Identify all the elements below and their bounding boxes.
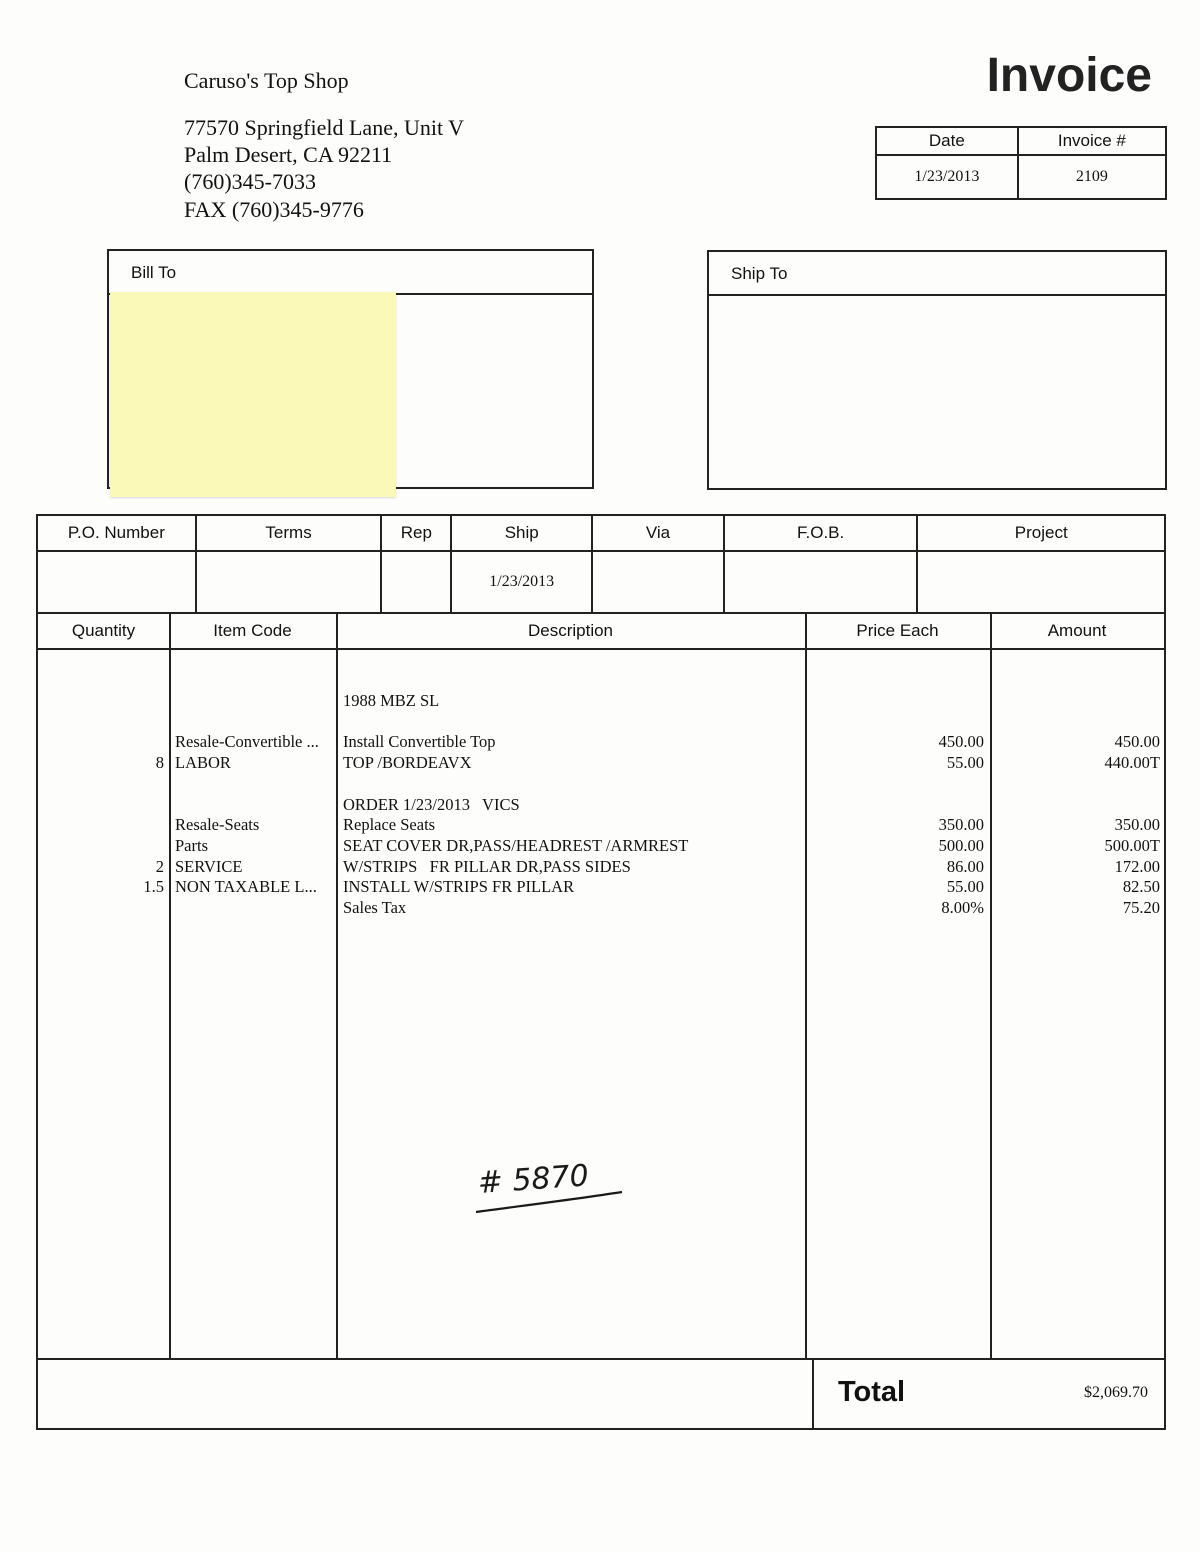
item-code: Resale-Seats bbox=[175, 815, 260, 835]
item-description: Sales Tax bbox=[343, 898, 407, 917]
invoice-meta-table bbox=[875, 126, 1167, 200]
item-description: W/STRIPS FR PILLAR DR,PASS SIDES bbox=[343, 856, 631, 876]
quantity-header: Quantity bbox=[71, 621, 136, 640]
rep-header: Rep bbox=[381, 515, 451, 551]
column-divider bbox=[336, 614, 338, 1358]
sticky-note-redaction bbox=[110, 292, 396, 497]
company-address-line2: Palm Desert, CA 92211 bbox=[184, 142, 393, 167]
date-header: Date bbox=[876, 127, 1018, 155]
item-amount: 440.00T bbox=[1104, 753, 1160, 773]
item-quantity: 2 bbox=[155, 856, 164, 876]
ship-to-label: Ship To bbox=[709, 252, 1165, 296]
item-price-each: 350.00 bbox=[938, 815, 984, 835]
item-description: ORDER 1/23/2013 VICS bbox=[343, 794, 520, 814]
item-code: Parts bbox=[175, 835, 208, 855]
item-description: INSTALL W/STRIPS FR PILLAR bbox=[343, 877, 575, 897]
column-divider bbox=[805, 614, 807, 1358]
item-description: Replace Seats bbox=[343, 815, 436, 835]
handwritten-note bbox=[470, 1148, 640, 1218]
item-code: LABOR bbox=[175, 753, 231, 773]
via-header: Via bbox=[592, 515, 724, 551]
ship-to-box bbox=[707, 250, 1167, 490]
company-address-line1: 77570 Springfield Lane, Unit V bbox=[184, 115, 465, 140]
item-amount: 350.00 bbox=[1114, 815, 1160, 835]
terms-header: Terms bbox=[196, 515, 382, 551]
invoice-number-header: Invoice # bbox=[1018, 127, 1166, 155]
price-each-header: Price Each bbox=[856, 621, 939, 640]
total-value: $2,069.70 bbox=[1084, 1384, 1148, 1401]
item-price-each: 55.00 bbox=[946, 753, 984, 773]
item-amount: 172.00 bbox=[1114, 856, 1160, 876]
ship-value: 1/23/2013 bbox=[451, 551, 592, 613]
item-price-each: 55.00 bbox=[946, 877, 984, 897]
amount-header: Amount bbox=[1047, 621, 1107, 640]
header-rule bbox=[38, 648, 1164, 650]
description-header: Description bbox=[527, 621, 614, 640]
total-label: Total bbox=[838, 1376, 906, 1408]
project-header: Project bbox=[917, 515, 1165, 551]
order-info-table bbox=[36, 514, 1166, 614]
via-value bbox=[592, 551, 724, 613]
item-description: TOP /BORDEAVX bbox=[343, 753, 472, 773]
company-phone: (760)345-7033 bbox=[184, 169, 316, 194]
po-number-value bbox=[37, 551, 196, 613]
item-code: SERVICE bbox=[175, 856, 243, 876]
fob-value bbox=[724, 551, 918, 613]
total-row bbox=[36, 1358, 1166, 1430]
handwritten-note-text: # 5870 bbox=[476, 1158, 590, 1201]
project-value bbox=[917, 551, 1165, 613]
invoice-number: 2109 bbox=[1018, 155, 1166, 199]
item-description: SEAT COVER DR,PASS/HEADREST /ARMREST bbox=[343, 835, 689, 855]
item-price-each: 8.00% bbox=[941, 898, 984, 917]
item-amount: 75.20 bbox=[1122, 898, 1160, 917]
item-price-each: 500.00 bbox=[938, 835, 984, 855]
rep-value bbox=[381, 551, 451, 613]
company-name: Caruso's Top Shop bbox=[184, 68, 349, 93]
item-quantity: 8 bbox=[155, 753, 164, 773]
line-items-table bbox=[36, 612, 1166, 1360]
po-number-header: P.O. Number bbox=[37, 515, 196, 551]
bill-to-label: Bill To bbox=[109, 251, 592, 295]
item-amount: 500.00T bbox=[1104, 835, 1160, 855]
item-code-header: Item Code bbox=[213, 621, 292, 640]
invoice-date: 1/23/2013 bbox=[876, 155, 1018, 199]
item-amount: 82.50 bbox=[1122, 877, 1160, 897]
column-divider bbox=[169, 614, 171, 1358]
item-description: 1988 MBZ SL bbox=[343, 691, 440, 710]
item-description: Install Convertible Top bbox=[343, 732, 496, 752]
item-price-each: 450.00 bbox=[938, 732, 984, 752]
company-fax: FAX (760)345-9776 bbox=[184, 197, 364, 222]
terms-value bbox=[196, 551, 382, 613]
item-code: NON TAXABLE L... bbox=[175, 877, 317, 897]
fob-header: F.O.B. bbox=[724, 515, 918, 551]
item-price-each: 86.00 bbox=[946, 856, 984, 876]
item-amount: 450.00 bbox=[1114, 732, 1160, 752]
ship-header: Ship bbox=[451, 515, 592, 551]
item-code: Resale-Convertible ... bbox=[175, 732, 319, 752]
item-quantity: 1.5 bbox=[143, 877, 164, 897]
total-divider bbox=[812, 1360, 814, 1428]
column-divider bbox=[990, 614, 992, 1358]
document-title: Invoice bbox=[986, 49, 1152, 102]
